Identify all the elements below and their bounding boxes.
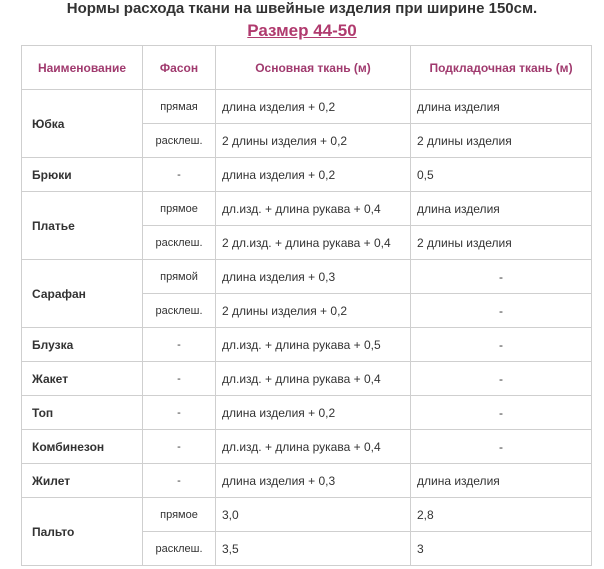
table-row [22,430,592,464]
main-fabric: длина изделия + 0,2 [216,158,411,192]
lining-fabric: 3 [411,532,592,566]
lining-fabric: - [411,260,592,294]
main-fabric: 3,5 [216,532,411,566]
lining-fabric: длина изделия [411,192,592,226]
item-style: расклеш. [143,226,216,260]
main-fabric: 2 длины изделия + 0,2 [216,294,411,328]
item-style: расклеш. [143,294,216,328]
table-row [22,260,592,294]
header-lining-fabric: Подкладочная ткань (м) [411,46,592,90]
item-style: - [143,430,216,464]
lining-fabric: - [411,328,592,362]
main-fabric: 3,0 [216,498,411,532]
item-style: - [143,158,216,192]
item-name: Жилет [22,464,143,498]
item-style: - [143,362,216,396]
item-style: расклеш. [143,532,216,566]
item-name: Брюки [22,158,143,192]
table-row [22,192,592,226]
header-main-fabric: Основная ткань (м) [216,46,411,90]
table-row [22,362,592,396]
item-style: - [143,328,216,362]
item-name: Комбинезон [22,430,143,464]
lining-fabric: - [411,362,592,396]
lining-fabric: 0,5 [411,158,592,192]
lining-fabric: 2 длины изделия [411,226,592,260]
table-row [22,90,592,124]
main-fabric: дл.изд. + длина рукава + 0,4 [216,362,411,396]
header-name: Наименование [22,46,143,90]
item-style: прямая [143,90,216,124]
item-style: прямой [143,260,216,294]
header-style: Фасон [143,46,216,90]
main-fabric: дл.изд. + длина рукава + 0,4 [216,192,411,226]
lining-fabric: - [411,396,592,430]
lining-fabric: 2,8 [411,498,592,532]
size-range-label: Размер 44-50 [247,21,357,40]
main-fabric: дл.изд. + длина рукава + 0,4 [216,430,411,464]
main-fabric: длина изделия + 0,2 [216,90,411,124]
lining-fabric: 2 длины изделия [411,124,592,158]
table-row [22,158,592,192]
item-style: прямое [143,192,216,226]
item-name: Сарафан [22,260,143,328]
main-fabric: длина изделия + 0,3 [216,260,411,294]
lining-fabric: - [411,294,592,328]
lining-fabric: - [411,430,592,464]
item-name: Жакет [22,362,143,396]
item-name: Платье [22,192,143,260]
item-name: Юбка [22,90,143,158]
item-style: прямое [143,498,216,532]
table-row [22,396,592,430]
main-fabric: дл.изд. + длина рукава + 0,5 [216,328,411,362]
lining-fabric: длина изделия [411,90,592,124]
item-style: - [143,396,216,430]
page-subtitle [0,20,604,42]
table-row [22,498,592,532]
main-fabric: 2 длины изделия + 0,2 [216,124,411,158]
item-style: - [143,464,216,498]
main-fabric: длина изделия + 0,2 [216,396,411,430]
item-name: Пальто [22,498,143,566]
lining-fabric: длина изделия [411,464,592,498]
item-name: Блузка [22,328,143,362]
page-title: Нормы расхода ткани на швейные изделия при ширине 150см. [66,0,538,17]
fabric-consumption-table [21,45,592,566]
table-header-row [22,46,592,90]
item-name: Топ [22,396,143,430]
table-row [22,464,592,498]
main-fabric: 2 дл.изд. + длина рукава + 0,4 [216,226,411,260]
main-fabric: длина изделия + 0,3 [216,464,411,498]
item-style: расклеш. [143,124,216,158]
table-row [22,328,592,362]
